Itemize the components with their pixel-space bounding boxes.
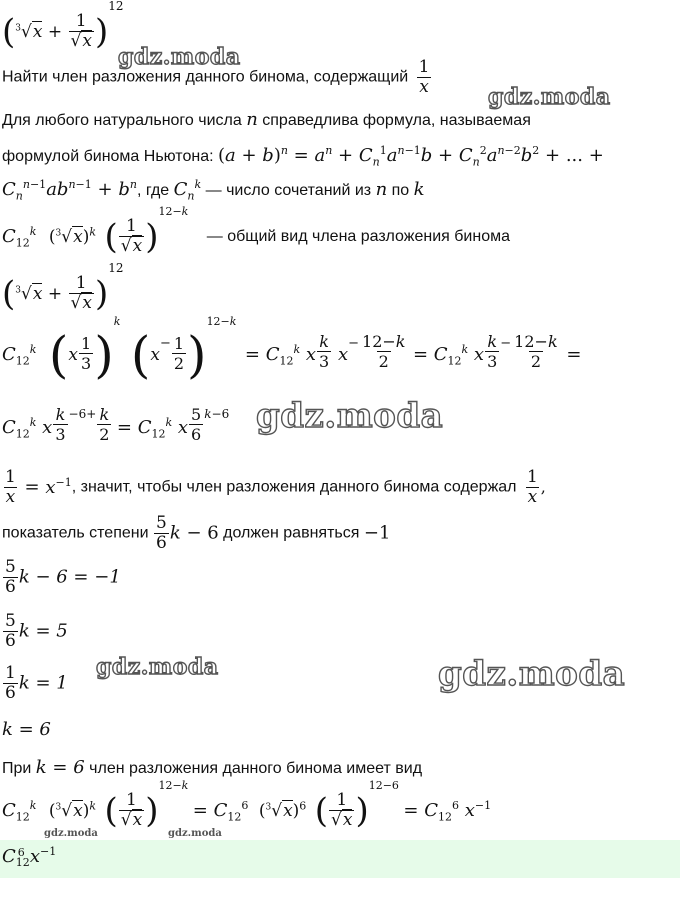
task-statement: Найти член разложения данного бинома, содержащий $\frac{1}{x}$: [2, 57, 430, 97]
watermark: gdz.moda: [118, 44, 241, 70]
watermark: gdz.moda: [168, 828, 222, 839]
newton-formula-end: $C_n^{n-1}ab^{n-1} + b^n$, где $C_n^k$ — число сочетаний из n по k: [2, 178, 425, 203]
equation-4: k = 6: [2, 719, 51, 740]
exponent-condition: показатель степени $\frac{5}{6}$ k − 6 должен равняться −1: [2, 513, 391, 553]
watermark: gdz.moda: [438, 654, 626, 694]
equation-1: $\frac{5}{6}$ k − 6 = −1: [5, 557, 121, 597]
equation-2: $\frac{5}{6}$ k = 5: [5, 611, 68, 651]
reciprocal-line: $\frac{1}{x}$ = $x^{-1}$, значит, чтобы член разложения данного бинома содержал $\frac{1}{x}$ ,: [5, 467, 546, 507]
watermark: gdz.moda: [256, 396, 444, 436]
exponent-simplify: $C_{12}^k$ x $\frac{k}{3}$ $^{-6+}$ $\frac{k}{2}$ = $C_{12}^k$ x $\frac{5}{6}$ $^{k-6}$: [2, 405, 230, 444]
watermark: gdz.moda: [96, 654, 219, 680]
newton-formula-line: формулой бинома Ньютона: $(a + b)^n = a^n + C_n^1a^{n-1}b + C_n^2a^{n-2}b^2$ + ... +: [2, 144, 604, 169]
power-expansion: $C_{12}^k$ (x $\frac{1}{3}$ )$^k$ (x− $\frac{1}{2}$ )$^{12-k} = C_{12}^k$ x $\frac{k}{3}$ x− $\frac{12-k}{2}$ = $C_{12}^k$ x $\frac{k}{3}$ − $\frac{12-k}{2}$ =: [2, 315, 582, 384]
answer-box: [0, 840, 680, 878]
general-term: $C_{12}^k$ $(^3√x)^k$ ( $\frac{1}{√x}$ )$^{12-k}$ — общий вид члена разложения бинома: [2, 205, 510, 257]
answer-expression: $C_{12}^6$ $x^{-1}$: [2, 845, 57, 870]
equation-3: $\frac{1}{6}$ k = 1: [5, 663, 68, 703]
watermark: gdz.moda: [488, 84, 611, 110]
newton-intro: Для любого натурального числа n справедлива формула, называемая: [2, 109, 531, 130]
at-k-line: При k = 6 член разложения данного бинома имеет вид: [2, 757, 423, 778]
final-expansion: $C_{12}^k$ $(^3√x)^k$ ( $\frac{1}{√x}$ )$^{12-k} = C_{12}^6$ $(^3√x)^6$ ( $\frac{1}{√x}$ )$^{12-6} = C_{12}^6$ $x^{-1}$: [2, 779, 492, 831]
binomial-repeat: ($^3$√x + $\frac{1}{√x}$ )$^{12}$: [2, 261, 124, 314]
binomial-expression: ($^3$√x + $\frac{1}{√x}$ )$^{12}$: [2, 0, 124, 52]
task-text: Найти член разложения данного бинома, содержащий: [2, 68, 409, 86]
watermark: gdz.moda: [44, 828, 98, 839]
